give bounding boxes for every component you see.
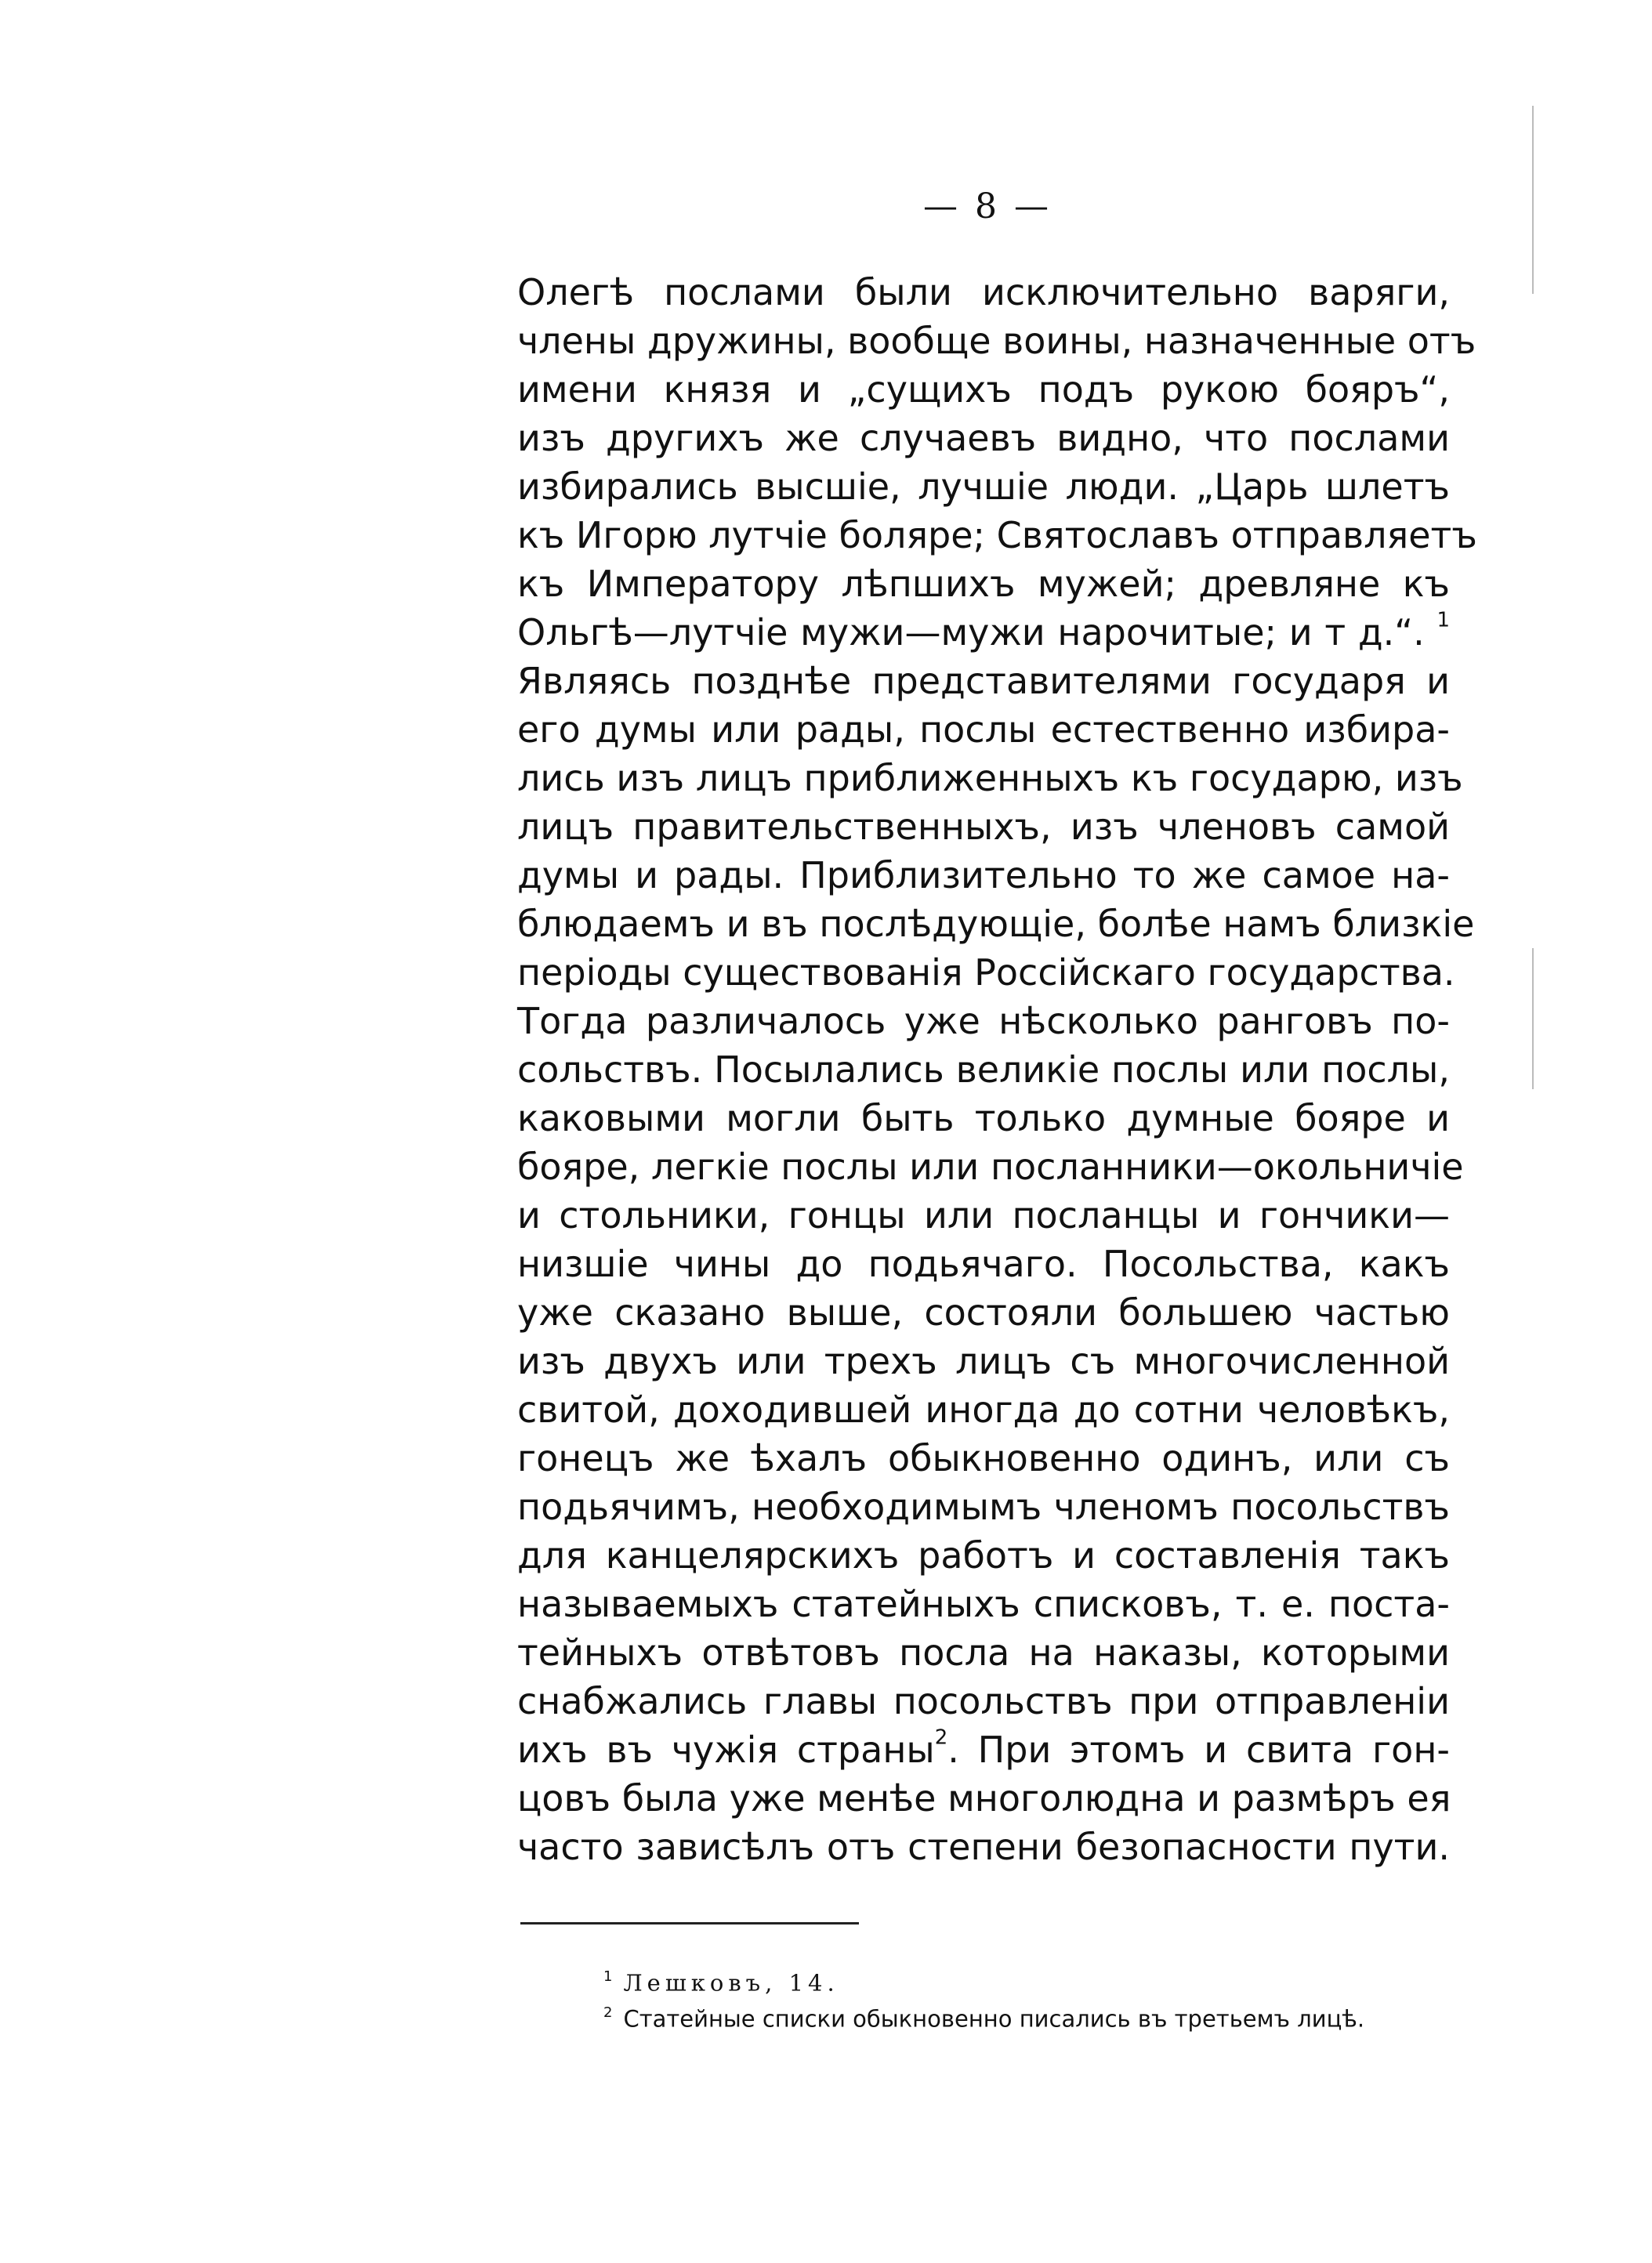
text-line: сольствъ. Посылались великіе послы или послы, [517,1048,1450,1091]
footnote-text: Лешковъ, 14. [623,1969,839,1997]
text-line: члены дружины, вообще воины, назначенные отъ [517,320,1476,362]
footnote-mark: 1 [603,1968,613,1985]
scan-edge-mark [1532,948,1534,1089]
text-line: періоды существованія Россійскаго государства. [517,951,1455,994]
text-line-content: Ольгѣ—лутчіе мужи—мужи нарочитые; и т д.“. [517,611,1425,654]
text-line: Являясь позднѣе представителями государя и [517,660,1450,702]
text-line: снабжались главы посольствъ при отправленіи [517,1680,1450,1722]
footnote-reference-2: 2 [934,1725,948,1750]
text-line: изъ двухъ или трехъ лицъ съ многочисленной [517,1340,1450,1382]
text-line: его думы или рады, послы естественно избира- [517,708,1450,751]
text-line: бояре, легкіе послы или посланники—окольничіе [517,1146,1464,1188]
text-line: думы и рады. Приблизительно то же самое на- [517,854,1450,896]
body-text [517,268,1477,1871]
text-line: уже сказано выше, состояли большею частью [517,1291,1450,1334]
text-line: тейныхъ отвѣтовъ посла на наказы, которыми [517,1631,1450,1674]
text-line [517,1725,1450,1774]
text-line-content: . При этомъ и свита гон- [947,1729,1450,1771]
text-line: цовъ была уже менѣе многолюдна и размѣръ ея [517,1777,1451,1819]
text-line: Олегѣ послами были исключительно варяги, [517,271,1450,313]
page-number: — 8 — [923,186,1052,226]
text-line: лись изъ лицъ приближенныхъ къ государю, изъ [517,757,1463,799]
footnote-1 [603,1959,1465,1995]
text-line: изъ другихъ же случаевъ видно, что послами [517,417,1450,459]
text-line-content: ихъ въ чужія страны [517,1729,935,1771]
text-line: избирались высшіе, лучшіе люди. „Царь шлетъ [517,465,1450,508]
text-line: къ Игорю лутчіе боляре; Святославъ отправляетъ [517,514,1477,556]
footnote-reference-1: 1 [1436,608,1450,632]
footnote-2 [603,1995,1465,2031]
text-line: часто зависѣлъ отъ степени безопасности пути. [517,1826,1450,1868]
text-line [517,608,1450,657]
text-line: къ Императору лѣпшихъ мужей; древляне къ [517,563,1450,605]
text-line: каковыми могли быть только думные бояре и [517,1097,1450,1139]
text-line: низшіе чины до подьячаго. Посольства, какъ [517,1243,1450,1285]
scan-edge-mark [1532,106,1534,294]
text-line: и стольники, гонцы или посланцы и гончики— [517,1194,1450,1237]
text-line: лицъ правительственныхъ, изъ членовъ самой [517,806,1450,848]
text-line: называемыхъ статейныхъ списковъ, т. е. поста- [517,1583,1450,1625]
footnotes [603,1959,1465,2031]
footnote-divider [520,1922,859,1924]
text-line: Тогда различалось уже нѣсколько ранговъ по- [517,1000,1450,1042]
text-line: подьячимъ, необходимымъ членомъ посольствъ [517,1486,1450,1528]
text-line: для канцелярскихъ работъ и составленія такъ [517,1534,1450,1577]
footnote-text: Статейные списки обыкновенно писались въ третьемъ лицѣ. [623,2005,1365,2033]
text-line: блюдаемъ и въ послѣдующіе, болѣе намъ близкіе [517,903,1475,945]
text-line: свитой, доходившей иногда до сотни человѣкъ, [517,1389,1450,1431]
footnote-mark: 2 [603,2004,613,2021]
text-line: имени князя и „сущихъ подъ рукою бояръ“, [517,368,1450,411]
text-line: гонецъ же ѣхалъ обыкновенно одинъ, или съ [517,1437,1450,1479]
